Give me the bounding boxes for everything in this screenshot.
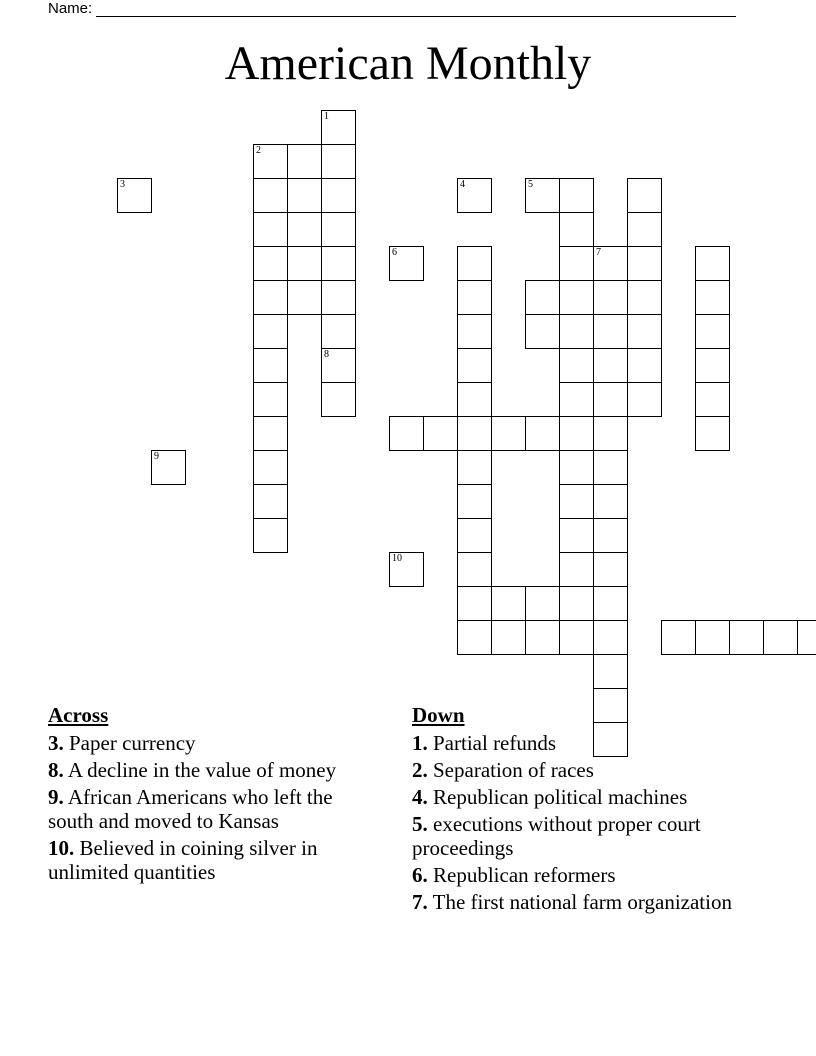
grid-cell[interactable] [321,348,356,383]
grid-cell[interactable] [627,212,662,247]
down-heading: Down [412,703,465,727]
grid-cell[interactable] [559,212,594,247]
grid-cell[interactable] [627,314,662,349]
grid-cell[interactable] [457,246,492,281]
clue-number-8: 8 [324,349,329,360]
grid-cell[interactable] [287,144,322,179]
grid-cell[interactable] [559,518,594,553]
grid-cell[interactable] [253,518,288,553]
grid-cell[interactable] [525,586,560,621]
grid-cell[interactable] [593,314,628,349]
across-clues [48,703,378,887]
grid-cell[interactable] [559,348,594,383]
clue-number-3: 3 [120,179,125,190]
grid-cell[interactable] [627,246,662,281]
name-label: Name: [48,0,93,17]
grid-cell[interactable] [525,314,560,349]
grid-cell[interactable] [525,178,560,213]
clue-number-9: 9 [154,451,159,462]
grid-cell[interactable] [423,416,458,451]
grid-cell[interactable] [117,178,152,213]
grid-cell[interactable] [491,620,526,655]
grid-cell[interactable] [593,518,628,553]
grid-cell[interactable] [253,314,288,349]
grid-cell[interactable] [253,348,288,383]
grid-cell[interactable] [559,314,594,349]
down-clue-2: 2. Separation of races [412,758,594,782]
grid-cell[interactable] [491,586,526,621]
grid-cell[interactable] [457,620,492,655]
across-clue-10: 10. Believed in coining silver in unlimited quantities [48,836,318,884]
grid-cell[interactable] [695,620,730,655]
grid-cell[interactable] [763,620,798,655]
grid-cell[interactable] [287,246,322,281]
grid-cell[interactable] [321,382,356,417]
grid-cell[interactable] [695,246,730,281]
grid-cell[interactable] [729,620,764,655]
grid-cell[interactable] [525,280,560,315]
grid-cell[interactable] [559,416,594,451]
grid-cell[interactable] [253,450,288,485]
grid-cell[interactable] [253,280,288,315]
grid-cell[interactable] [253,144,288,179]
grid-cell[interactable] [559,620,594,655]
grid-cell[interactable] [253,382,288,417]
down-clue-6: 6. Republican reformers [412,863,616,887]
grid-cell[interactable] [593,586,628,621]
clue-number-2: 2 [256,145,261,156]
grid-cell[interactable] [253,246,288,281]
grid-cell[interactable] [389,552,424,587]
grid-cell[interactable] [525,416,560,451]
grid-cell[interactable] [593,450,628,485]
grid-cell[interactable] [457,552,492,587]
grid-cell[interactable] [593,348,628,383]
clue-number-7: 7 [596,247,601,258]
grid-cell[interactable] [253,416,288,451]
grid-cell[interactable] [389,416,424,451]
grid-cell[interactable] [457,382,492,417]
grid-cell[interactable] [593,552,628,587]
down-clues [412,703,762,917]
grid-cell[interactable] [593,416,628,451]
grid-cell[interactable] [457,416,492,451]
grid-cell[interactable] [559,552,594,587]
down-clue-5: 5. executions without proper court proceedings [412,812,701,860]
clue-number-5: 5 [528,179,533,190]
grid-cell[interactable] [593,620,628,655]
grid-cell[interactable] [559,450,594,485]
clue-number-10: 10 [392,553,402,564]
grid-cell[interactable] [321,178,356,213]
grid-cell[interactable] [457,178,492,213]
grid-cell[interactable] [321,212,356,247]
grid-cell[interactable] [593,382,628,417]
grid-cell[interactable] [321,280,356,315]
clue-number-6: 6 [392,247,397,258]
grid-cell[interactable] [321,144,356,179]
grid-cell[interactable] [695,382,730,417]
down-clue-4: 4. Republican political machines [412,785,688,809]
grid-cell[interactable] [321,110,356,145]
down-clue-1: 1. Partial refunds [412,731,557,755]
grid-cell[interactable] [627,178,662,213]
puzzle-title: American Monthly [224,37,592,90]
grid-cell[interactable] [559,484,594,519]
grid-cell[interactable] [457,280,492,315]
clue-number-1: 1 [324,111,329,122]
grid-cell[interactable] [287,178,322,213]
across-clue-8: 8. A decline in the value of money [48,758,337,782]
grid-cell[interactable] [797,620,816,655]
clue-number-4: 4 [460,179,465,190]
grid-cell[interactable] [661,620,696,655]
grid-cell[interactable] [253,178,288,213]
grid-cell[interactable] [253,484,288,519]
grid-cell[interactable] [389,246,424,281]
grid-cell[interactable] [559,382,594,417]
grid-cell[interactable] [321,314,356,349]
grid-cell[interactable] [457,450,492,485]
down-clue-7: 7. The first national farm organization [412,890,732,914]
grid-cell[interactable] [287,280,322,315]
grid-cell[interactable] [627,382,662,417]
grid-cell[interactable] [457,518,492,553]
grid-cell[interactable] [559,280,594,315]
grid-cell[interactable] [593,246,628,281]
across-clue-9: 9. African Americans who left the south and moved to Kansas [48,785,333,833]
grid-cell[interactable] [151,450,186,485]
grid-cell[interactable] [695,280,730,315]
grid-cell[interactable] [253,212,288,247]
grid-cell[interactable] [287,212,322,247]
grid-cell[interactable] [593,280,628,315]
grid-cell[interactable] [457,314,492,349]
grid-cell[interactable] [457,586,492,621]
grid-cell[interactable] [559,178,594,213]
grid-cell[interactable] [457,348,492,383]
grid-cell[interactable] [695,416,730,451]
grid-cell[interactable] [593,654,628,689]
grid-cell[interactable] [525,620,560,655]
grid-cell[interactable] [559,246,594,281]
grid-cell[interactable] [695,348,730,383]
grid-cell[interactable] [321,246,356,281]
grid-cell[interactable] [457,484,492,519]
grid-cell[interactable] [627,280,662,315]
across-clue-3: 3. Paper currency [48,731,196,755]
grid-cell[interactable] [627,348,662,383]
across-heading: Across [48,703,109,727]
grid-cell[interactable] [593,484,628,519]
grid-cell[interactable] [695,314,730,349]
grid-cell[interactable] [491,416,526,451]
